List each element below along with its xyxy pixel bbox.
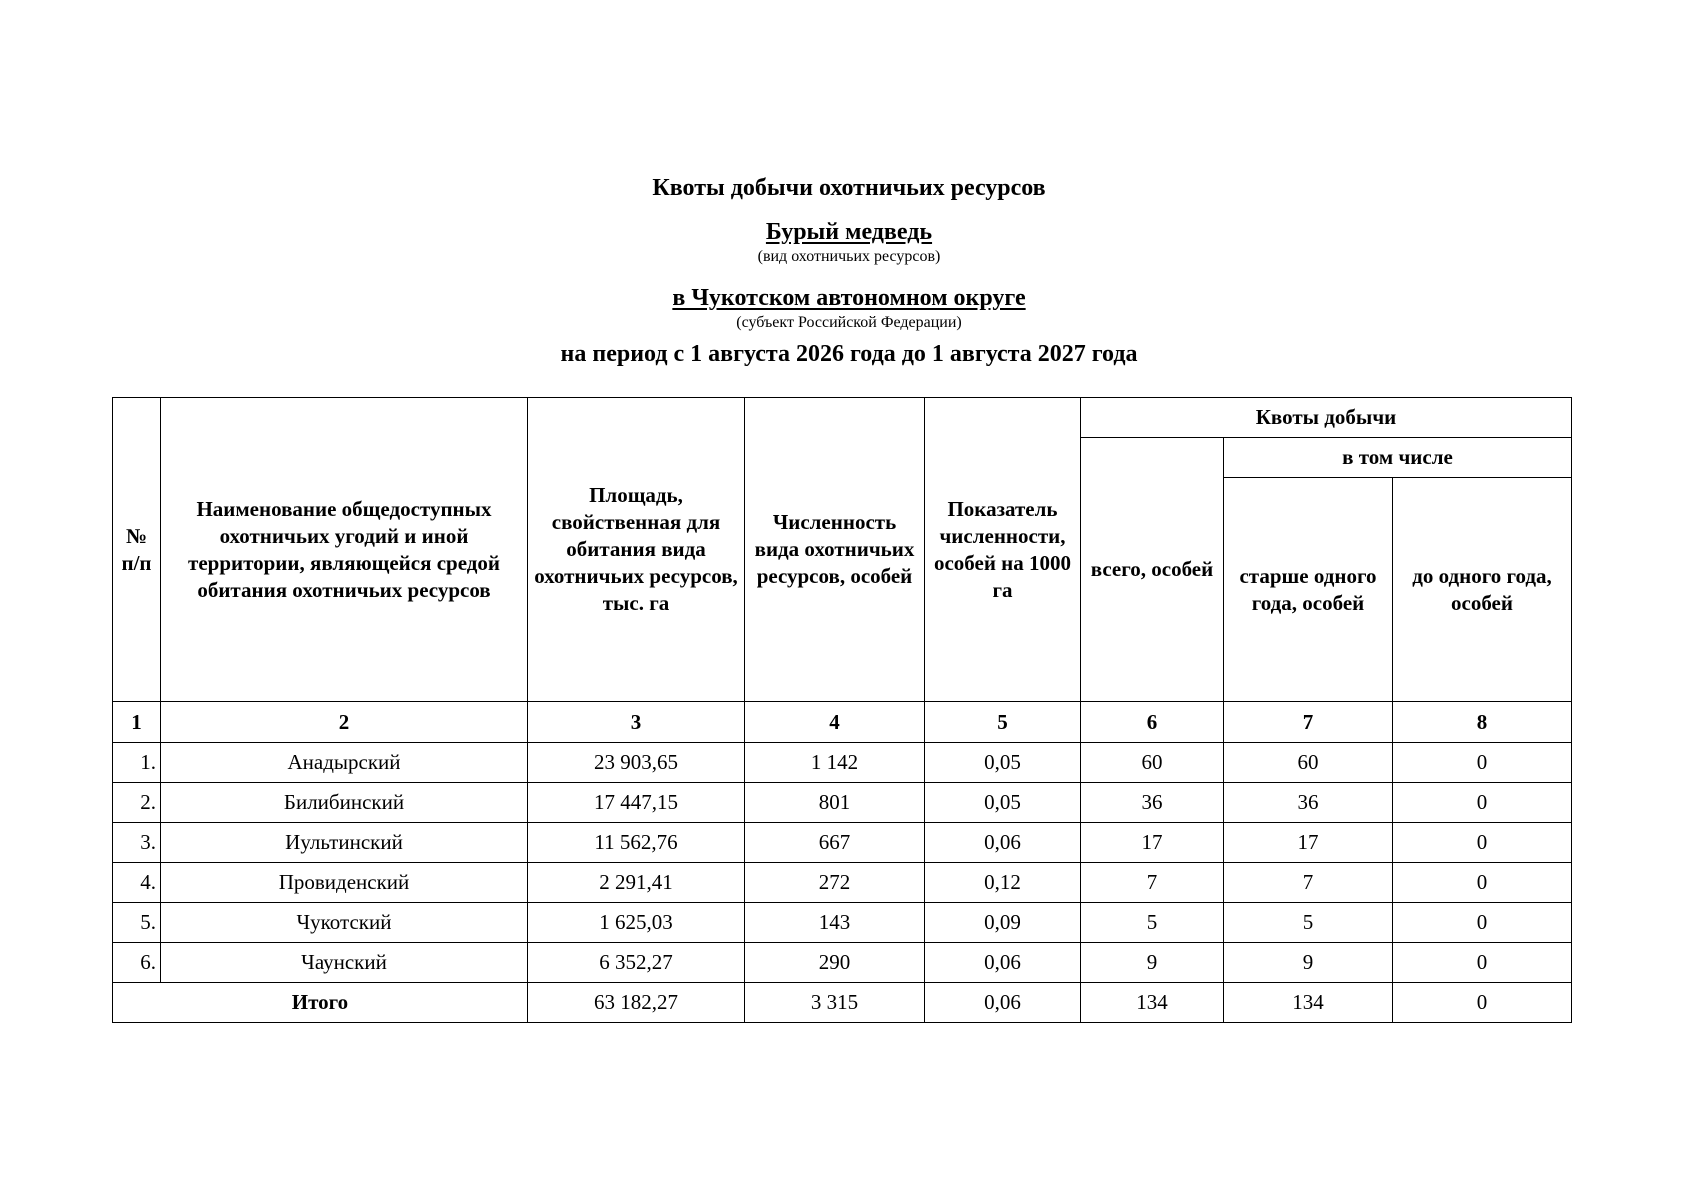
row-older: 36 (1224, 783, 1393, 823)
row-total: 17 (1081, 823, 1224, 863)
row-older: 9 (1224, 943, 1393, 983)
table-row (113, 863, 1572, 903)
column-number: 2 (161, 702, 528, 743)
row-num: 1. (113, 743, 161, 783)
row-population: 667 (745, 823, 925, 863)
header-name: Наименование общедоступных охотничьих угодий и иной территории, являющейся средой обитания охотничьих ресурсов (161, 398, 528, 702)
row-area: 11 562,76 (528, 823, 745, 863)
species-label: Бурый медведь (765, 219, 933, 245)
column-number-row (113, 702, 1572, 743)
row-population: 801 (745, 783, 925, 823)
species-name (0, 218, 1698, 246)
row-total: 36 (1081, 783, 1224, 823)
header-quota-group: Квоты добычи (1081, 398, 1572, 438)
header-total: всего, особей (1081, 438, 1224, 702)
row-name: Чаунский (161, 943, 528, 983)
header-population: Численность вида охотничьих ресурсов, особей (745, 398, 925, 702)
row-younger: 0 (1393, 823, 1572, 863)
row-num: 4. (113, 863, 161, 903)
row-density: 0,06 (925, 823, 1081, 863)
region-note: (субъект Российской Федерации) (736, 314, 962, 331)
row-density: 0,05 (925, 743, 1081, 783)
row-name: Анадырский (161, 743, 528, 783)
header-num: № п/п (113, 398, 161, 702)
row-younger: 0 (1393, 743, 1572, 783)
column-number: 7 (1224, 702, 1393, 743)
row-density: 0,06 (925, 943, 1081, 983)
region-label: в Чукотском автономном округе (672, 285, 1026, 311)
table-row (113, 903, 1572, 943)
row-name: Иультинский (161, 823, 528, 863)
row-younger: 0 (1393, 903, 1572, 943)
totals-younger: 0 (1393, 983, 1572, 1023)
row-older: 60 (1224, 743, 1393, 783)
totals-older: 134 (1224, 983, 1393, 1023)
totals-total: 134 (1081, 983, 1224, 1023)
row-name: Чукотский (161, 903, 528, 943)
table-body (113, 743, 1572, 1023)
row-younger: 0 (1393, 943, 1572, 983)
region-name (0, 284, 1698, 312)
row-density: 0,12 (925, 863, 1081, 903)
row-name: Провиденский (161, 863, 528, 903)
row-area: 1 625,03 (528, 903, 745, 943)
row-num: 5. (113, 903, 161, 943)
row-num: 3. (113, 823, 161, 863)
row-population: 290 (745, 943, 925, 983)
column-number: 6 (1081, 702, 1224, 743)
row-num: 2. (113, 783, 161, 823)
row-population: 272 (745, 863, 925, 903)
totals-row (113, 983, 1572, 1023)
row-density: 0,09 (925, 903, 1081, 943)
totals-label: Итого (113, 983, 528, 1023)
row-older: 17 (1224, 823, 1393, 863)
row-name: Билибинский (161, 783, 528, 823)
row-area: 6 352,27 (528, 943, 745, 983)
table-row (113, 943, 1572, 983)
table-header (113, 398, 1572, 743)
totals-area: 63 182,27 (528, 983, 745, 1023)
row-older: 7 (1224, 863, 1393, 903)
row-population: 1 142 (745, 743, 925, 783)
row-total: 7 (1081, 863, 1224, 903)
header-older: старше одного года, особей (1224, 478, 1393, 702)
header-younger: до одного года, особей (1393, 478, 1572, 702)
totals-population: 3 315 (745, 983, 925, 1023)
row-num: 6. (113, 943, 161, 983)
row-density: 0,05 (925, 783, 1081, 823)
row-total: 5 (1081, 903, 1224, 943)
table-row (113, 783, 1572, 823)
totals-density: 0,06 (925, 983, 1081, 1023)
column-number: 8 (1393, 702, 1572, 743)
header-including: в том числе (1224, 438, 1572, 478)
period-line: на период с 1 августа 2026 года до 1 августа 2027 года (560, 341, 1138, 367)
species-note: (вид охотничьих ресурсов) (757, 248, 941, 265)
column-number: 3 (528, 702, 745, 743)
header-area: Площадь, свойственная для обитания вида охотничьих ресурсов, тыс. га (528, 398, 745, 702)
row-younger: 0 (1393, 863, 1572, 903)
row-area: 17 447,15 (528, 783, 745, 823)
row-area: 2 291,41 (528, 863, 745, 903)
row-younger: 0 (1393, 783, 1572, 823)
row-total: 60 (1081, 743, 1224, 783)
header-density: Показатель численности, особей на 1000 га (925, 398, 1081, 702)
row-total: 9 (1081, 943, 1224, 983)
column-number: 5 (925, 702, 1081, 743)
row-population: 143 (745, 903, 925, 943)
document-title: Квоты добычи охотничьих ресурсов (652, 175, 1046, 201)
row-area: 23 903,65 (528, 743, 745, 783)
row-older: 5 (1224, 903, 1393, 943)
column-number: 1 (113, 702, 161, 743)
table-row (113, 743, 1572, 783)
column-number: 4 (745, 702, 925, 743)
table-row (113, 823, 1572, 863)
quota-table (112, 397, 1572, 1023)
